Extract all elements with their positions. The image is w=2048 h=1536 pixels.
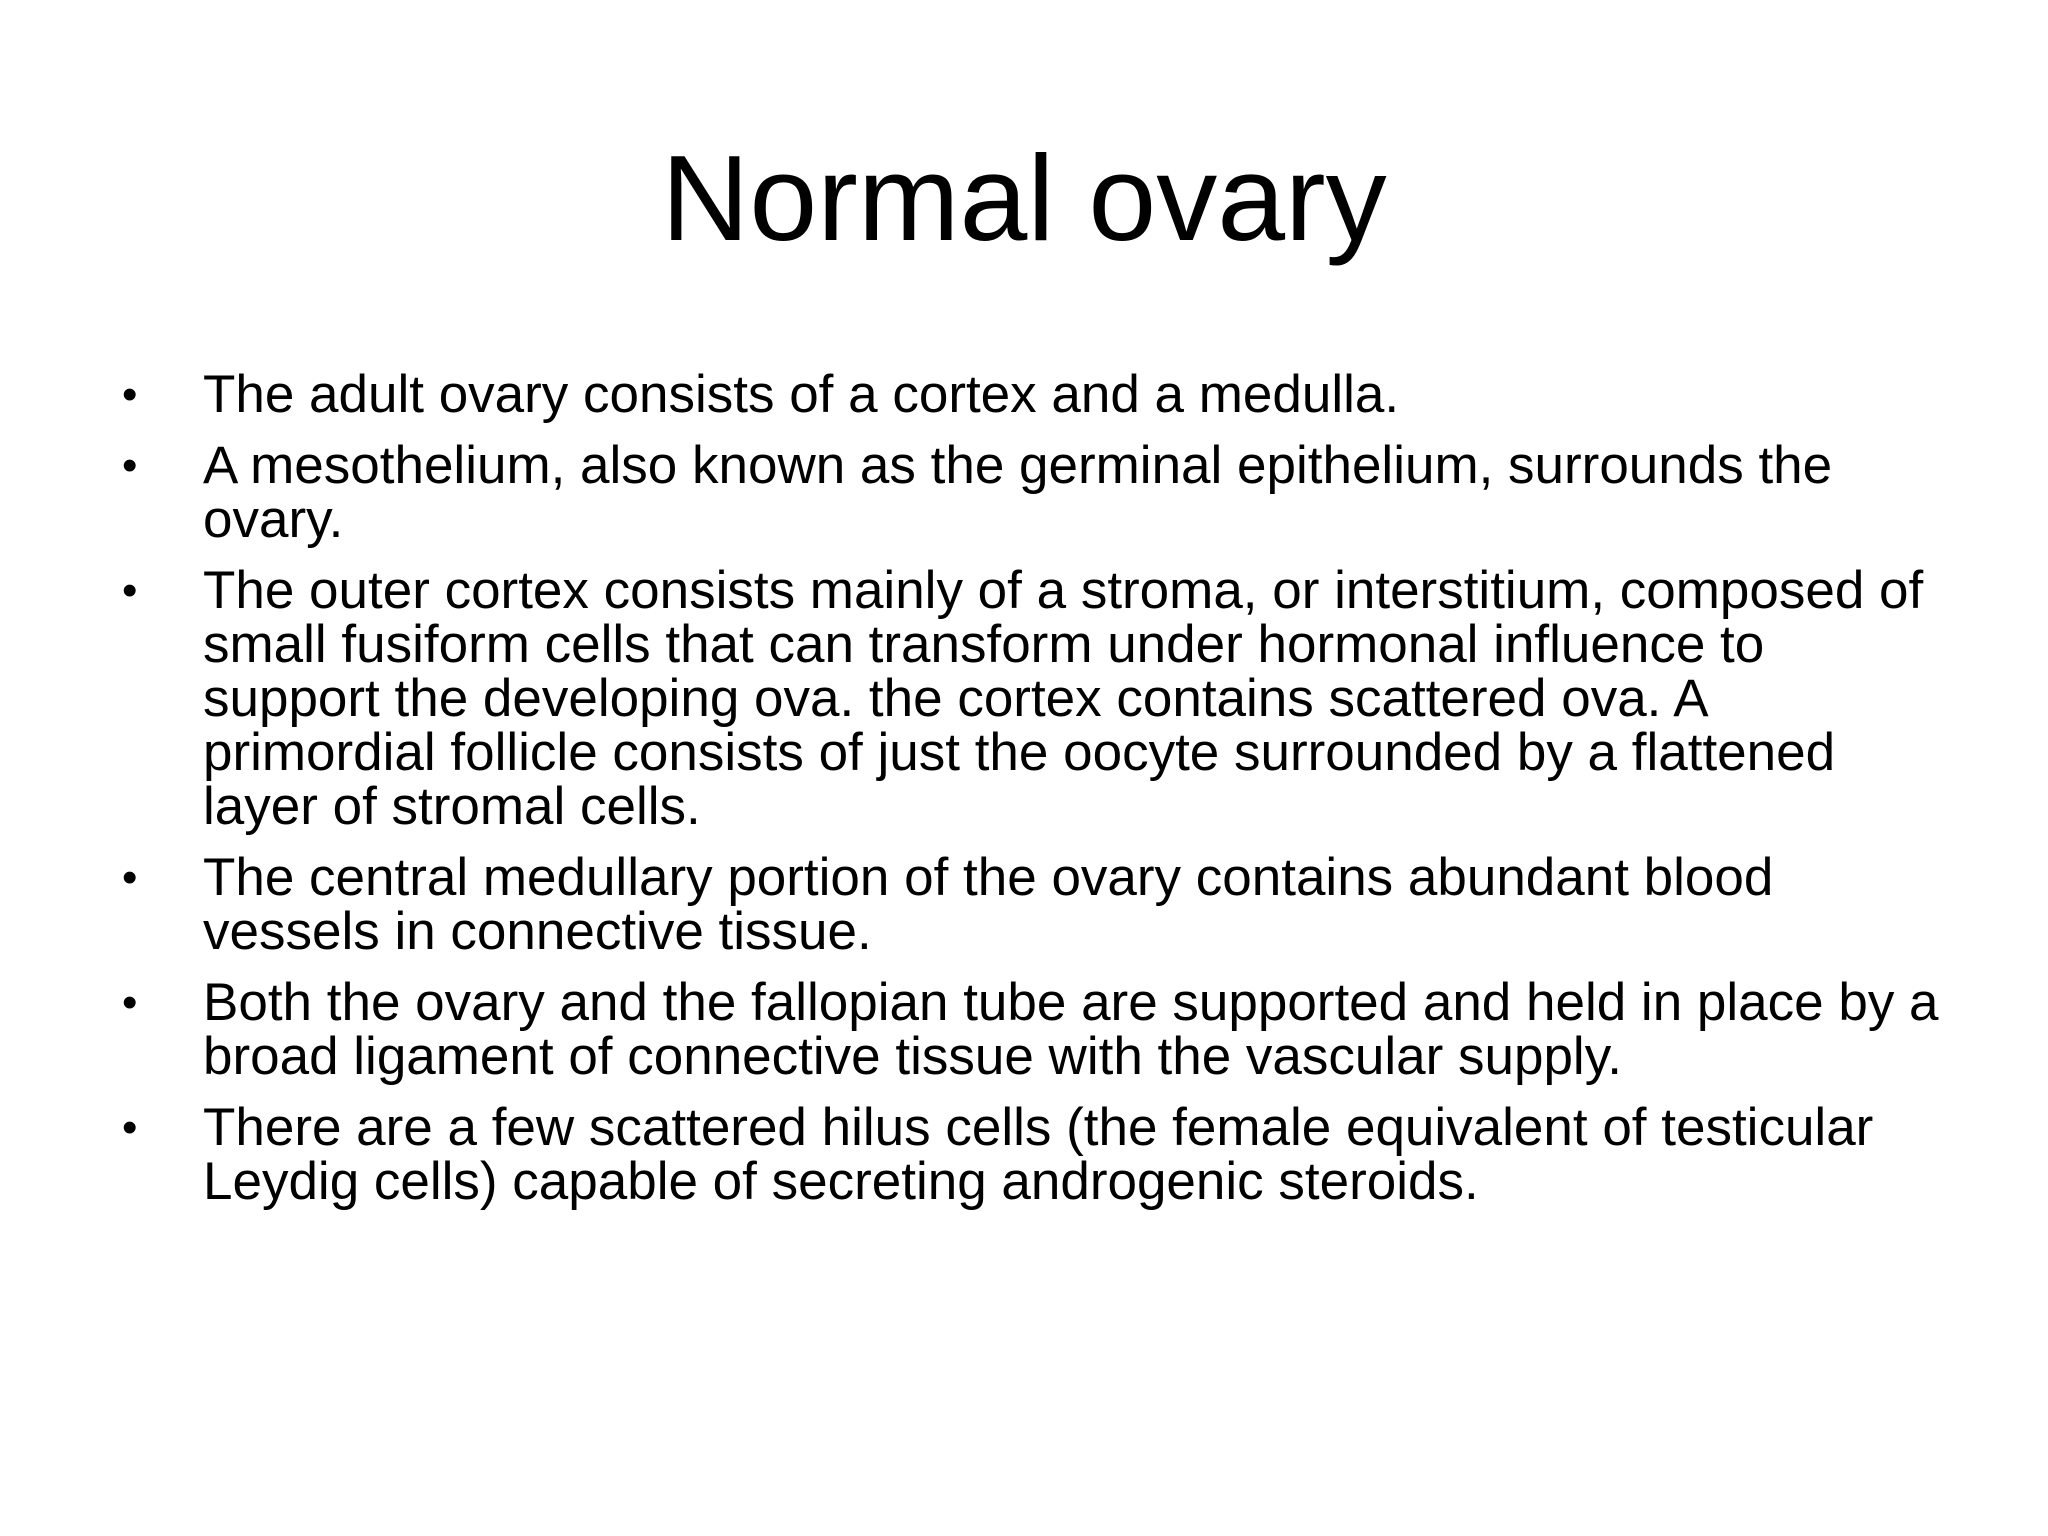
slide-title: Normal ovary [661,130,1387,266]
bullet-text: A mesothelium, also known as the germinal epithelium, surrounds the ovary. [203,436,1833,549]
bullet-text: The central medullary portion of the ovary contains abundant blood vessels in connective tissue. [203,848,1774,961]
bullet-text: The adult ovary consists of a cortex and a medulla. [203,365,1400,424]
bullet-icon: • [122,566,138,615]
bullet-item [120,436,1950,549]
bullet-item [120,561,1950,836]
bullet-icon: • [122,978,138,1027]
bullet-icon: • [122,370,138,419]
bullet-item [120,1098,1950,1211]
bullet-text: The outer cortex consists mainly of a stroma, or interstitium, composed of small fusiform cells that can transform under hormonal influence to support the developing ova. the cortex contains scattered ova. A primordial follicle consists of just the oocyte surrounded by a flattened layer of stromal cells. [203,561,1924,836]
bullet-text: Both the ovary and the fallopian tube are supported and held in place by a broad ligament of connective tissue with the vascular supply. [203,973,1939,1086]
bullet-icon: • [122,853,138,902]
bullet-item [120,848,1950,961]
bullet-text: There are a few scattered hilus cells (the female equivalent of testicular Leydig cells) capable of secreting androgenic steroids. [203,1098,1874,1211]
bullet-list [120,365,1950,1226]
bullet-item [120,365,1950,424]
bullet-icon: • [122,441,138,490]
bullet-icon: • [122,1103,138,1152]
bullet-item [120,973,1950,1086]
